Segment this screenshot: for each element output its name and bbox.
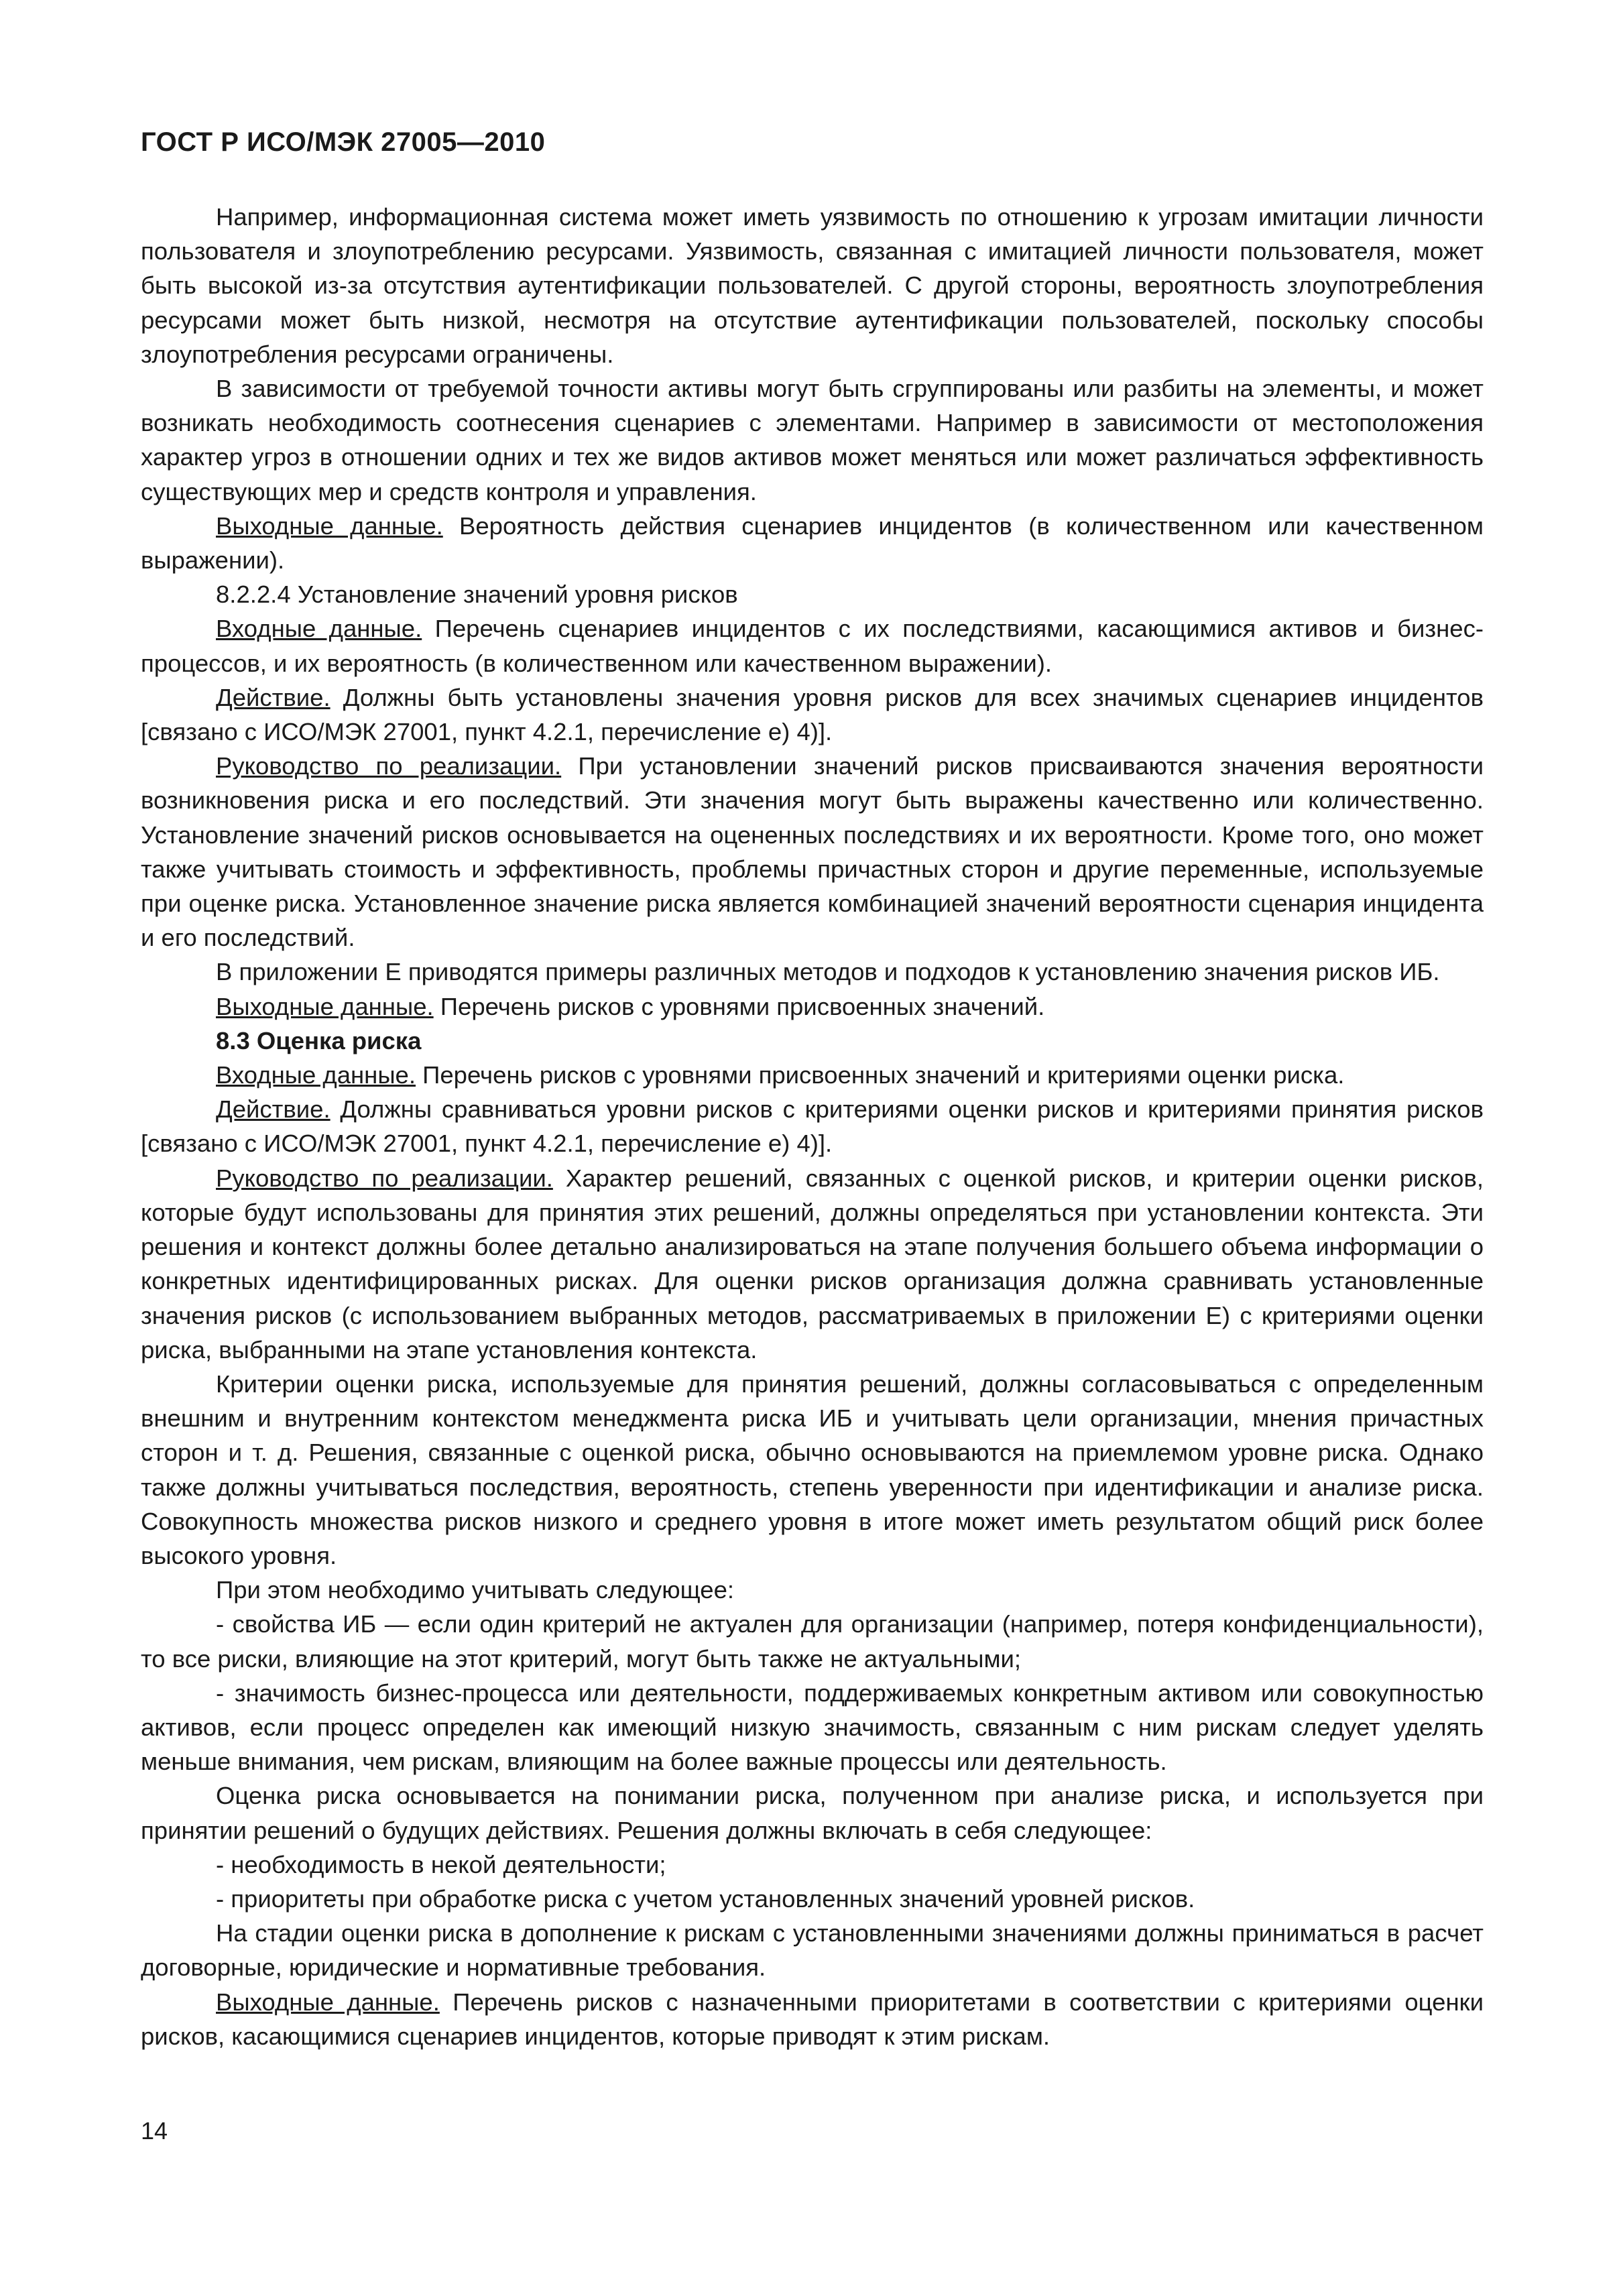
document-body <box>141 200 1484 2053</box>
paragraph-18 <box>141 1778 1484 1847</box>
paragraph-text: Критерии оценки риска, используемые для принятия решений, должны согласовываться с определенным внешним и внутренним контекстом менеджмента риска ИБ и учитывать цели организации, мнения причастных сторон и т. д. Решения, связанные с оценкой риска, обычно основываются на приемлемом уровне риска. Однако также должны учитываться последствия, вероятность, степень уверенности при идентификации и анализе риска. Совокупность множества рисков низкого и среднего уровня в итоге может иметь результатом общий риск более высокого уровня. <box>141 1370 1484 1569</box>
page-number: 14 <box>141 2117 168 2144</box>
paragraph-label: Действие. <box>216 683 330 711</box>
paragraph-5 <box>141 611 1484 680</box>
paragraph-9 <box>141 989 1484 1024</box>
paragraph-text: В зависимости от требуемой точности активы могут быть сгруппированы или разбиты на элементы, и может возникать необходимость соотнесения сценариев с элементами. Например в зависимости от местоположения характер угроз в отношении одних и тех же видов активов может меняться или может различаться эффективность существующих мер и средств контроля и управления. <box>141 375 1484 505</box>
list-item <box>141 1607 1484 1675</box>
paragraph-text: 8.2.2.4 Установление значений уровня рисков <box>216 581 738 609</box>
paragraph-label: Действие. <box>216 1095 330 1124</box>
paragraph-label: Выходные данные. <box>216 992 434 1020</box>
paragraph-22 <box>141 1985 1484 2053</box>
paragraph-text: При установлении значений рисков присваиваются значения вероятности возникновения риска и его последствий. Эти значения могут быть выражены качественно или количественно. Установление значений рисков основывается на оцененных последствиях и их вероятности. Кроме того, оно может также учитывать стоимость и эффективность, проблемы причастных сторон и другие переменные, используемые при оценке риска. Установленное значение риска является комбинацией значений вероятности сценария инцидента и его последствий. <box>141 752 1484 952</box>
paragraph-2 <box>141 371 1484 509</box>
paragraph-text: Перечень рисков с уровнями присвоенных значений. <box>433 992 1045 1020</box>
paragraph-label: Выходные данные. <box>216 1988 440 2016</box>
paragraph-text: Оценка риска основывается на понимании риска, полученном при анализе риска, и используется при принятии решений о будущих действиях. Решения должны включать в себя следующее: <box>141 1782 1484 1844</box>
paragraph-text: - значимость бизнес-процесса или деятельности, поддерживаемых конкретным активом или совокупностью активов, если процесс определен как имеющий низкую значимость, связанным с ним рискам следует уделять меньше внимания, чем рискам, влияющим на более важные процессы или деятельность. <box>141 1679 1484 1776</box>
paragraph-14 <box>141 1367 1484 1573</box>
paragraph-7 <box>141 749 1484 955</box>
paragraph-text: - свойства ИБ — если один критерий не актуален для организации (например, потеря конфиденциальности), то все риски, влияющие на этот критерий, могут быть также не актуальными; <box>141 1610 1484 1673</box>
paragraph-12 <box>141 1092 1484 1160</box>
paragraph-text: Характер решений, связанных с оценкой рисков, и критерии оценки рисков, которые будут использованы для принятия этих решений, должны определяться при установлении контекста. Эти решения и контекст должны более детально анализироваться на этапе получения большего объема информации о конкретных идентифицированных рисках. Для оценки рисков организация должна сравнивать установленные значения рисков (с использованием выбранных методов, рассматриваемых в приложении Е) с критериями оценки риска, выбранными на этапе установления контекста. <box>141 1164 1484 1364</box>
paragraph-15 <box>141 1573 1484 1607</box>
paragraph-text: - приоритеты при обработке риска с учетом установленных значений уровней рисков. <box>216 1884 1195 1913</box>
paragraph-label: Входные данные. <box>216 615 422 643</box>
list-item <box>141 1882 1484 1916</box>
section-heading-8-3 <box>141 1024 1484 1058</box>
subsection-heading-8-2-2-4 <box>141 577 1484 611</box>
paragraph-text: Перечень рисков с назначенными приоритетами в соответствии с критериями оценки рисков, касающимися сценариев инцидентов, которые приводят к этим рискам. <box>141 1988 1484 2050</box>
document-header: ГОСТ Р ИСО/МЭК 27005—2010 <box>141 127 546 157</box>
paragraph-text: Вероятность действия сценариев инцидентов (в количественном или качественном выражении). <box>141 511 1484 575</box>
paragraph-label: Входные данные. <box>216 1061 416 1089</box>
paragraph-3 <box>141 509 1484 577</box>
paragraph-text: Перечень рисков с уровнями присвоенных значений и критериями оценки риска. <box>416 1061 1345 1089</box>
paragraph-label: Выходные данные. <box>216 511 443 540</box>
paragraph-6 <box>141 680 1484 749</box>
list-item <box>141 1848 1484 1882</box>
paragraph-8 <box>141 955 1484 989</box>
paragraph-text: - необходимость в некой деятельности; <box>216 1850 666 1878</box>
paragraph-label: Руководство по реализации. <box>216 1164 553 1192</box>
paragraph-text: Например, информационная система может иметь уязвимость по отношению к угрозам имитации личности пользователя и злоупотреблению ресурсами. Уязвимость, связанная с имитацией личности пользователя, может быть высокой из-за отсутствия аутентификации пользователей. С другой стороны, вероятность злоупотребления ресурсами может быть низкой, несмотря на отсутствие аутентификации пользователей, поскольку способы злоупотребления ресурсами ограничены. <box>141 203 1484 368</box>
paragraph-11 <box>141 1058 1484 1092</box>
paragraph-21 <box>141 1916 1484 1984</box>
paragraph-text: Должны быть установлены значения уровня рисков для всех значимых сценариев инцидентов [связано с ИСО/МЭК 27001, пункт 4.2.1, перечисление е) 4)]. <box>141 683 1484 746</box>
paragraph-text: На стадии оценки риска в дополнение к рискам с установленными значениями должны приниматься в расчет договорные, юридические и нормативные требования. <box>141 1919 1484 1982</box>
list-item <box>141 1676 1484 1779</box>
paragraph-text: В приложении Е приводятся примеры различных методов и подходов к установлению значения рисков ИБ. <box>216 958 1440 986</box>
section-heading-text: 8.3 Оценка риска <box>216 1026 422 1054</box>
paragraph-text: Должны сравниваться уровни рисков с критериями оценки рисков и критериями принятия рисков [связано с ИСО/МЭК 27001, пункт 4.2.1, перечисление е) 4)]. <box>141 1095 1484 1158</box>
paragraph-text: Перечень сценариев инцидентов с их последствиями, касающимися активов и бизнес-процессов, и их вероятность (в количественном или качественном выражении). <box>141 615 1484 677</box>
paragraph-13 <box>141 1161 1484 1367</box>
paragraph-text: При этом необходимо учитывать следующее: <box>216 1576 735 1604</box>
paragraph-label: Руководство по реализации. <box>216 752 562 780</box>
paragraph-1 <box>141 200 1484 371</box>
